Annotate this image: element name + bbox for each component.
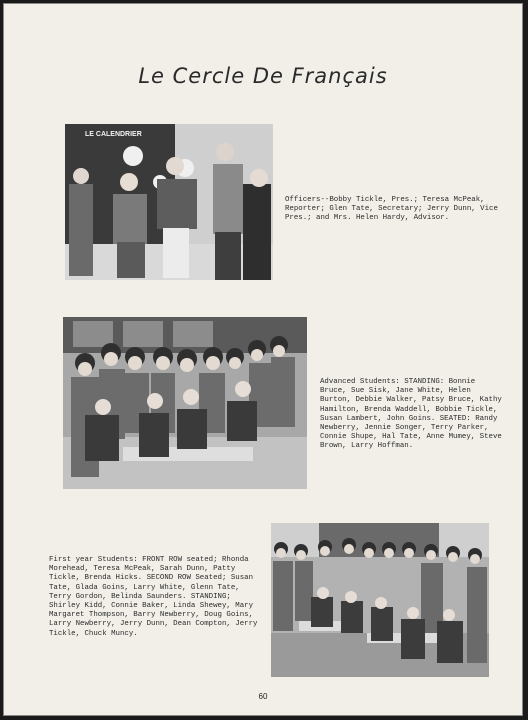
officers-photo bbox=[65, 124, 273, 280]
officers-caption: Officers--Bobby Tickle, Pres.; Teresa McPeak, Reporter; Glen Tate, Secretary; Jerry Dunn, Vice Pres.; and Mrs. Helen Hardy, Advisor. bbox=[285, 196, 498, 223]
advanced-students-caption: Advanced Students: STANDING: Bonnie Bruce, Sue Sisk, Jane White, Helen Burton, Debbie Walker, Patsy Bruce, Kathy Hamilton, Brenda Waddell, Bobbie Tickle, Susan Lambert, John Goins. SEATED: Randy Newberry, Jennie Songer, Terry Parker, Connie Shupe, Hal Tate, Anne Mumey, Steve Brown, Larry Hoffman. bbox=[320, 378, 502, 451]
banner-text: LE CALENDRIER bbox=[85, 131, 142, 138]
advanced-students-photo bbox=[63, 317, 307, 489]
first-year-students-photo bbox=[271, 523, 489, 677]
page-number: 60 bbox=[258, 692, 268, 701]
page-title: Le Cercle De Français bbox=[138, 64, 388, 88]
yearbook-page bbox=[3, 3, 523, 716]
first-year-students-caption: First year Students: FRONT ROW seated; Rhonda Morehead, Teresa McPeak, Sarah Dunn, Patty Tickle, Brenda Hicks. SECOND ROW Seated; Susan Tate, Glada Goins, Larry White, Glenn Tate, Terry Gordon, Belinda Saunders. STANDING; Shirley Kidd, Connie Baker, Linda Shewey, Mary Margaret Thompson, Barry Newberry, Doug Goins, Larry Newberry, Jerry Dunn, Dean Compton, Jerry Tickle, Chuck Muncy. bbox=[49, 556, 258, 638]
